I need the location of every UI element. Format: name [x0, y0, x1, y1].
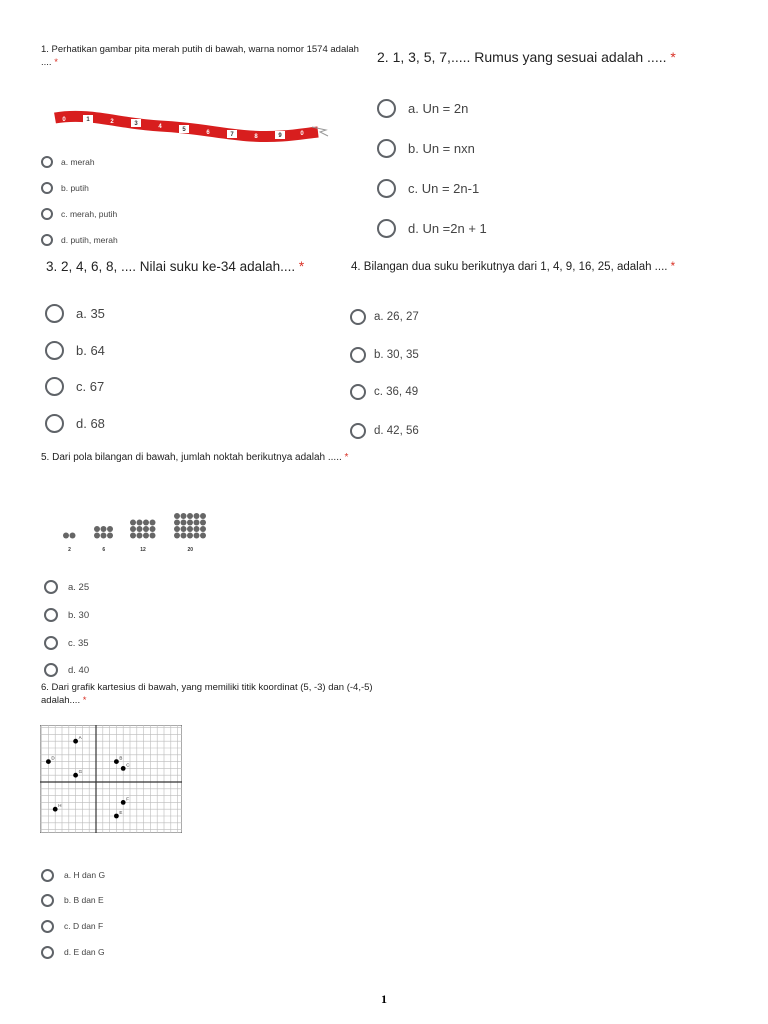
dot [194, 526, 200, 532]
graph-point-h [53, 807, 58, 812]
q2-option-c[interactable] [377, 179, 479, 198]
q1-option-d[interactable] [41, 234, 118, 246]
question-3 [46, 258, 346, 276]
dot [194, 513, 200, 519]
q1-option-b[interactable] [41, 182, 89, 194]
dot [130, 526, 136, 532]
ribbon-number: 0 [300, 131, 304, 137]
radio-button[interactable] [377, 179, 396, 198]
dot [63, 533, 69, 539]
dot [137, 520, 143, 526]
radio-button[interactable] [377, 139, 396, 158]
graph-point-label: B [119, 755, 123, 761]
graph-point-b [114, 759, 119, 764]
question-2 [377, 48, 717, 67]
option-label: a. 26, 27 [374, 311, 419, 323]
question-5-text: 5. Dari pola bilangan di bawah, jumlah noktah berikutnya adalah ..... * [41, 452, 349, 463]
radio-button[interactable] [45, 341, 64, 360]
dot-pattern-label: 6 [102, 547, 106, 553]
q4-option-b[interactable] [350, 347, 419, 363]
radio-button[interactable] [45, 304, 64, 323]
radio-button[interactable] [41, 894, 54, 907]
q6-option-c[interactable] [41, 920, 103, 933]
radio-button[interactable] [350, 384, 366, 400]
option-label: c. D dan F [64, 921, 104, 931]
ribbon-number: 2 [110, 119, 114, 125]
q4-option-c[interactable] [350, 384, 418, 400]
dot-pattern-1 [63, 533, 76, 539]
radio-button[interactable] [350, 423, 366, 439]
dot [181, 520, 187, 526]
dot [107, 526, 113, 532]
graph-point-c [121, 766, 126, 771]
q5-option-d[interactable] [44, 663, 89, 677]
question-6-text: 6. Dari grafik kartesius di bawah, yang memiliki titik koordinat (5, -3) dan (-4,-5) adalah.... * [41, 682, 373, 706]
q2-option-d[interactable] [377, 219, 487, 238]
graph-point-label: G [78, 769, 83, 775]
radio-button[interactable] [44, 608, 58, 622]
option-label: c. 35 [68, 637, 89, 649]
dot [174, 533, 180, 539]
dot [137, 526, 143, 532]
dot [200, 533, 206, 539]
dot [194, 533, 200, 539]
q6-option-a[interactable] [41, 869, 105, 882]
q1-option-c[interactable] [41, 208, 117, 220]
question-3-text: 3. 2, 4, 6, 8, .... Nilai suku ke-34 adalah.... * [46, 259, 305, 274]
radio-button[interactable] [44, 663, 58, 677]
dot [187, 526, 193, 532]
ribbon-number: 1 [86, 117, 90, 123]
option-label: d. 42, 56 [374, 425, 419, 437]
dot [187, 520, 193, 526]
radio-button[interactable] [41, 208, 53, 220]
radio-button[interactable] [350, 309, 366, 325]
question-6 [41, 682, 401, 708]
graph-point-e [114, 814, 119, 819]
dot [181, 526, 187, 532]
dot [94, 533, 100, 539]
graph-point-g [73, 773, 78, 778]
option-label: c. Un = 2n-1 [408, 180, 480, 196]
option-label: d. Un =2n + 1 [408, 220, 487, 236]
option-label: c. 36, 49 [374, 386, 419, 398]
ribbon-number: 7 [230, 132, 234, 138]
q4-option-d[interactable] [350, 423, 419, 439]
dot [187, 513, 193, 519]
dot [143, 533, 149, 539]
dot-pattern-label: 2 [68, 547, 71, 553]
option-label: d. E dan G [64, 947, 105, 957]
dot [137, 533, 143, 539]
option-label: b. 30, 35 [374, 349, 419, 361]
radio-button[interactable] [45, 414, 64, 433]
option-label: b. B dan E [64, 895, 104, 905]
q6-option-b[interactable] [41, 894, 104, 907]
dot [70, 533, 76, 539]
graph-point-label: C [126, 762, 130, 768]
radio-button[interactable] [41, 946, 54, 959]
graph-point-label: E [119, 810, 123, 815]
radio-button[interactable] [45, 377, 64, 396]
option-label: d. 40 [68, 664, 90, 676]
question-1 [41, 44, 363, 70]
option-label: a. H dan G [64, 870, 106, 880]
q2-option-b[interactable] [377, 139, 475, 158]
q4-option-a[interactable] [350, 309, 419, 325]
graph-point-label: H [58, 803, 62, 809]
question-4-text: 4. Bilangan dua suku berikutnya dari 1, 4, 9, 16, 25, adalah .... * [351, 261, 676, 273]
dot [174, 520, 180, 526]
graph-point-label: A [78, 735, 82, 741]
graph-point-label: F [126, 796, 129, 802]
option-label: c. 67 [76, 378, 105, 394]
ribbon-number: 5 [182, 127, 186, 133]
option-label: b. putih [61, 183, 89, 193]
q2-option-a[interactable] [377, 99, 468, 118]
q5-option-a[interactable] [44, 580, 89, 594]
dot [181, 513, 187, 519]
q3-option-d[interactable] [45, 414, 105, 433]
q3-option-b[interactable] [45, 341, 105, 360]
dot [181, 533, 187, 539]
option-label: d. 68 [76, 415, 105, 431]
dot [130, 520, 136, 526]
q1-option-a[interactable] [41, 156, 95, 168]
option-label: b. 64 [76, 342, 105, 358]
question-2-text: 2. 1, 3, 5, 7,..... Rumus yang sesuai adalah ..... * [377, 49, 676, 65]
radio-button[interactable] [377, 99, 396, 118]
dot-pattern-figure [58, 505, 238, 555]
dot [143, 520, 149, 526]
option-label: b. Un = nxn [408, 140, 475, 156]
option-label: a. 25 [68, 581, 90, 593]
ribbon-number: 8 [254, 134, 258, 140]
dot [101, 533, 107, 539]
dot [194, 520, 200, 526]
q5-option-b[interactable] [44, 608, 89, 622]
radio-button[interactable] [41, 869, 54, 882]
radio-button[interactable] [41, 156, 53, 168]
page-number: 1 [381, 992, 387, 1006]
graph-point-a [73, 739, 78, 744]
dot-pattern-label: 12 [140, 547, 146, 553]
radio-button[interactable] [44, 636, 58, 650]
ribbon-number: 3 [134, 121, 138, 127]
dot-pattern-4 [174, 513, 206, 539]
q6-option-d[interactable] [41, 946, 105, 959]
dot-pattern-3 [130, 520, 156, 539]
question-5 [41, 451, 421, 465]
question-4 [351, 260, 691, 276]
dot [130, 533, 136, 539]
ribbon-number: 0 [62, 117, 66, 123]
dot [174, 513, 180, 519]
option-label: a. Un = 2n [408, 100, 469, 116]
ribbon-number: 4 [158, 124, 162, 130]
dot [143, 526, 149, 532]
radio-button[interactable] [377, 219, 396, 238]
dot [200, 526, 206, 532]
radio-button[interactable] [41, 234, 53, 246]
option-label: a. merah [61, 157, 95, 167]
option-label: c. merah, putih [61, 209, 118, 219]
dot [150, 533, 156, 539]
dot [150, 526, 156, 532]
option-label: d. putih, merah [61, 235, 118, 245]
graph-point-label: D [51, 755, 55, 761]
dot [200, 513, 206, 519]
dot [174, 526, 180, 532]
ribbon-number: 9 [278, 133, 282, 139]
q5-option-c[interactable] [44, 636, 89, 650]
question-1-text: 1. Perhatikan gambar pita merah putih di bawah, warna nomor 1574 adalah .... * [41, 44, 359, 68]
dot-pattern-2 [94, 526, 113, 539]
dot [101, 526, 107, 532]
dot [107, 533, 113, 539]
cartesian-graph [40, 725, 182, 833]
option-label: b. 30 [68, 609, 90, 621]
graph-point-d [46, 759, 51, 764]
q3-option-a[interactable] [45, 304, 105, 323]
q3-option-c[interactable] [45, 377, 104, 396]
graph-point-f [121, 800, 126, 805]
radio-button[interactable] [44, 580, 58, 594]
dot-pattern-label: 20 [187, 547, 194, 553]
dot [187, 533, 193, 539]
option-label: a. 35 [76, 305, 105, 321]
ribbon-number: 6 [206, 130, 210, 136]
dot [94, 526, 100, 532]
radio-button[interactable] [41, 182, 53, 194]
dot [200, 520, 206, 526]
ribbon-figure [50, 110, 330, 150]
radio-button[interactable] [41, 920, 54, 933]
dot [150, 520, 156, 526]
radio-button[interactable] [350, 347, 366, 363]
